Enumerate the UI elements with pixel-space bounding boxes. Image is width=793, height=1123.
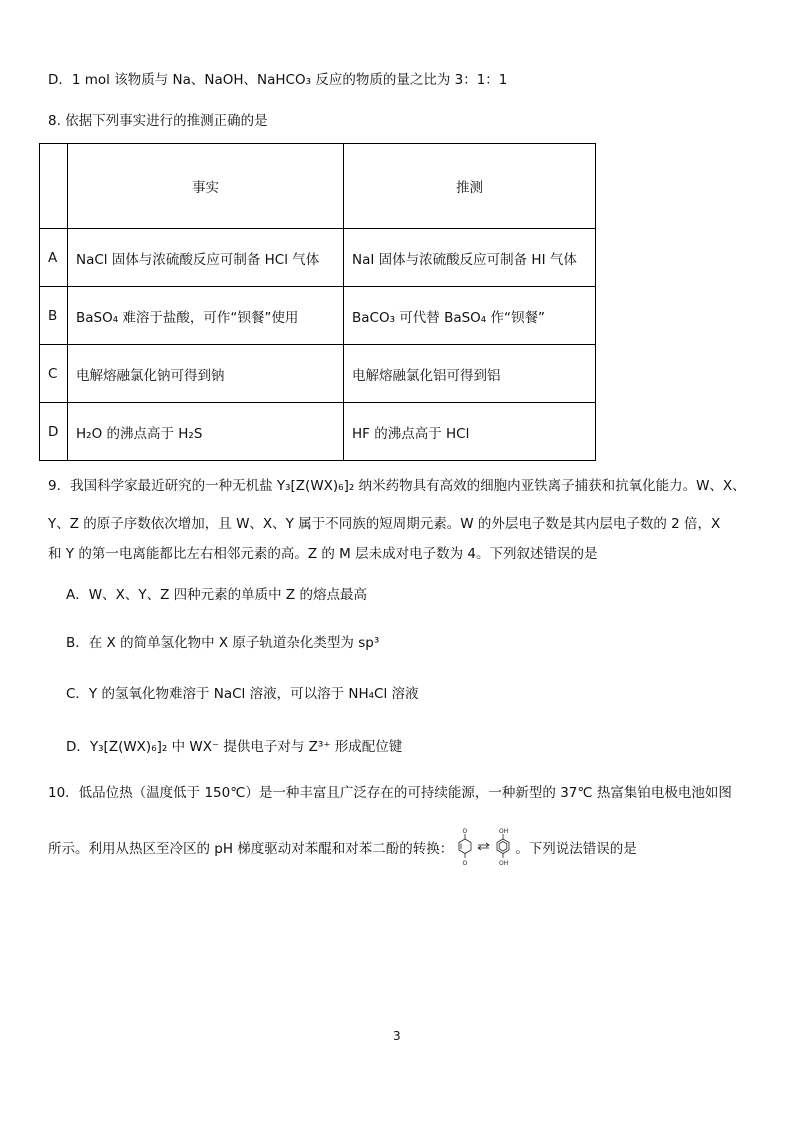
hydroquinone-oh-top: OH	[499, 828, 509, 835]
table-row	[40, 229, 596, 287]
row-fact: H₂O 的沸点高于 H₂S	[68, 403, 344, 461]
q10-line-1: 10．低品位热（温度低于 150℃）是一种丰富且广泛存在的可持续能源，一种新型的 37℃ 热富集铂电极电池如图	[48, 785, 732, 801]
row-key: C	[40, 345, 68, 403]
row-inference: 电解熔融氯化铝可得到铝	[344, 345, 596, 403]
row-inference: HF 的沸点高于 HCl	[344, 403, 596, 461]
q9-option-c: C．Y 的氢氧化物难溶于 NaCl 溶液，可以溶于 NH₄Cl 溶液	[66, 686, 419, 702]
row-fact: 电解熔融氯化钠可得到钠	[68, 345, 344, 403]
quinone-o-top: O	[462, 828, 468, 835]
hydroquinone-oh-bottom: OH	[499, 860, 509, 867]
table-row	[40, 345, 596, 403]
q9-line-2: Y、Z 的原子序数依次增加，且 W、X、Y 属于不同族的短周期元素。W 的外层电子数是其内层电子数的 2 倍，X	[48, 516, 721, 532]
page-number: 3	[393, 1029, 401, 1043]
q8-table	[39, 143, 596, 461]
row-inference: BaCO₃ 可代替 BaSO₄ 作“钡餐”	[344, 287, 596, 345]
q8-header-fact: 事实	[68, 144, 344, 229]
q9-option-d: D．Y₃[Z(WX)₆]₂ 中 WX⁻ 提供电子对与 Z³⁺ 形成配位键	[66, 739, 403, 755]
q10-line-2-after: 。下列说法错误的是	[515, 841, 637, 857]
q10-line-2-before: 所示。利用从热区至冷区的 pH 梯度驱动对苯醌和对苯二酚的转换：	[48, 841, 454, 857]
row-fact: NaCl 固体与浓硫酸反应可制备 HCl 气体	[68, 229, 344, 287]
q9-option-a: A．W、X、Y、Z 四种元素的单质中 Z 的熔点最高	[66, 587, 367, 603]
quinone-hydroquinone-structure	[453, 827, 515, 867]
q10-line-2	[48, 829, 637, 869]
q9-option-b: B．在 X 的简单氢化物中 X 原子轨道杂化类型为 sp³	[66, 635, 380, 651]
quinone-o-bottom: O	[462, 860, 468, 867]
row-fact: BaSO₄ 难溶于盐酸，可作“钡餐”使用	[68, 287, 344, 345]
q9-line-1: 9．我国科学家最近研究的一种无机盐 Y₃[Z(WX)₆]₂ 纳米药物具有高效的细胞内亚铁离子捕获和抗氧化能力。W、X、	[48, 478, 746, 494]
table-row	[40, 403, 596, 461]
q8-header-key	[40, 144, 68, 229]
row-inference: NaI 固体与浓硫酸反应可制备 HI 气体	[344, 229, 596, 287]
q8-header-inference: 推测	[344, 144, 596, 229]
q8-table-header	[40, 144, 596, 229]
q7-option-d: D．1 mol 该物质与 Na、NaOH、NaHCO₃ 反应的物质的量之比为 3：1：1	[48, 72, 508, 88]
row-key: A	[40, 229, 68, 287]
row-key: D	[40, 403, 68, 461]
table-row	[40, 287, 596, 345]
structure-svg	[453, 827, 515, 867]
q9-line-3: 和 Y 的第一电离能都比左右相邻元素的高。Z 的 M 层未成对电子数为 4。下列叙述错误的是	[48, 546, 598, 562]
row-key: B	[40, 287, 68, 345]
q8-stem: 8. 依据下列事实进行的推测正确的是	[48, 113, 268, 129]
